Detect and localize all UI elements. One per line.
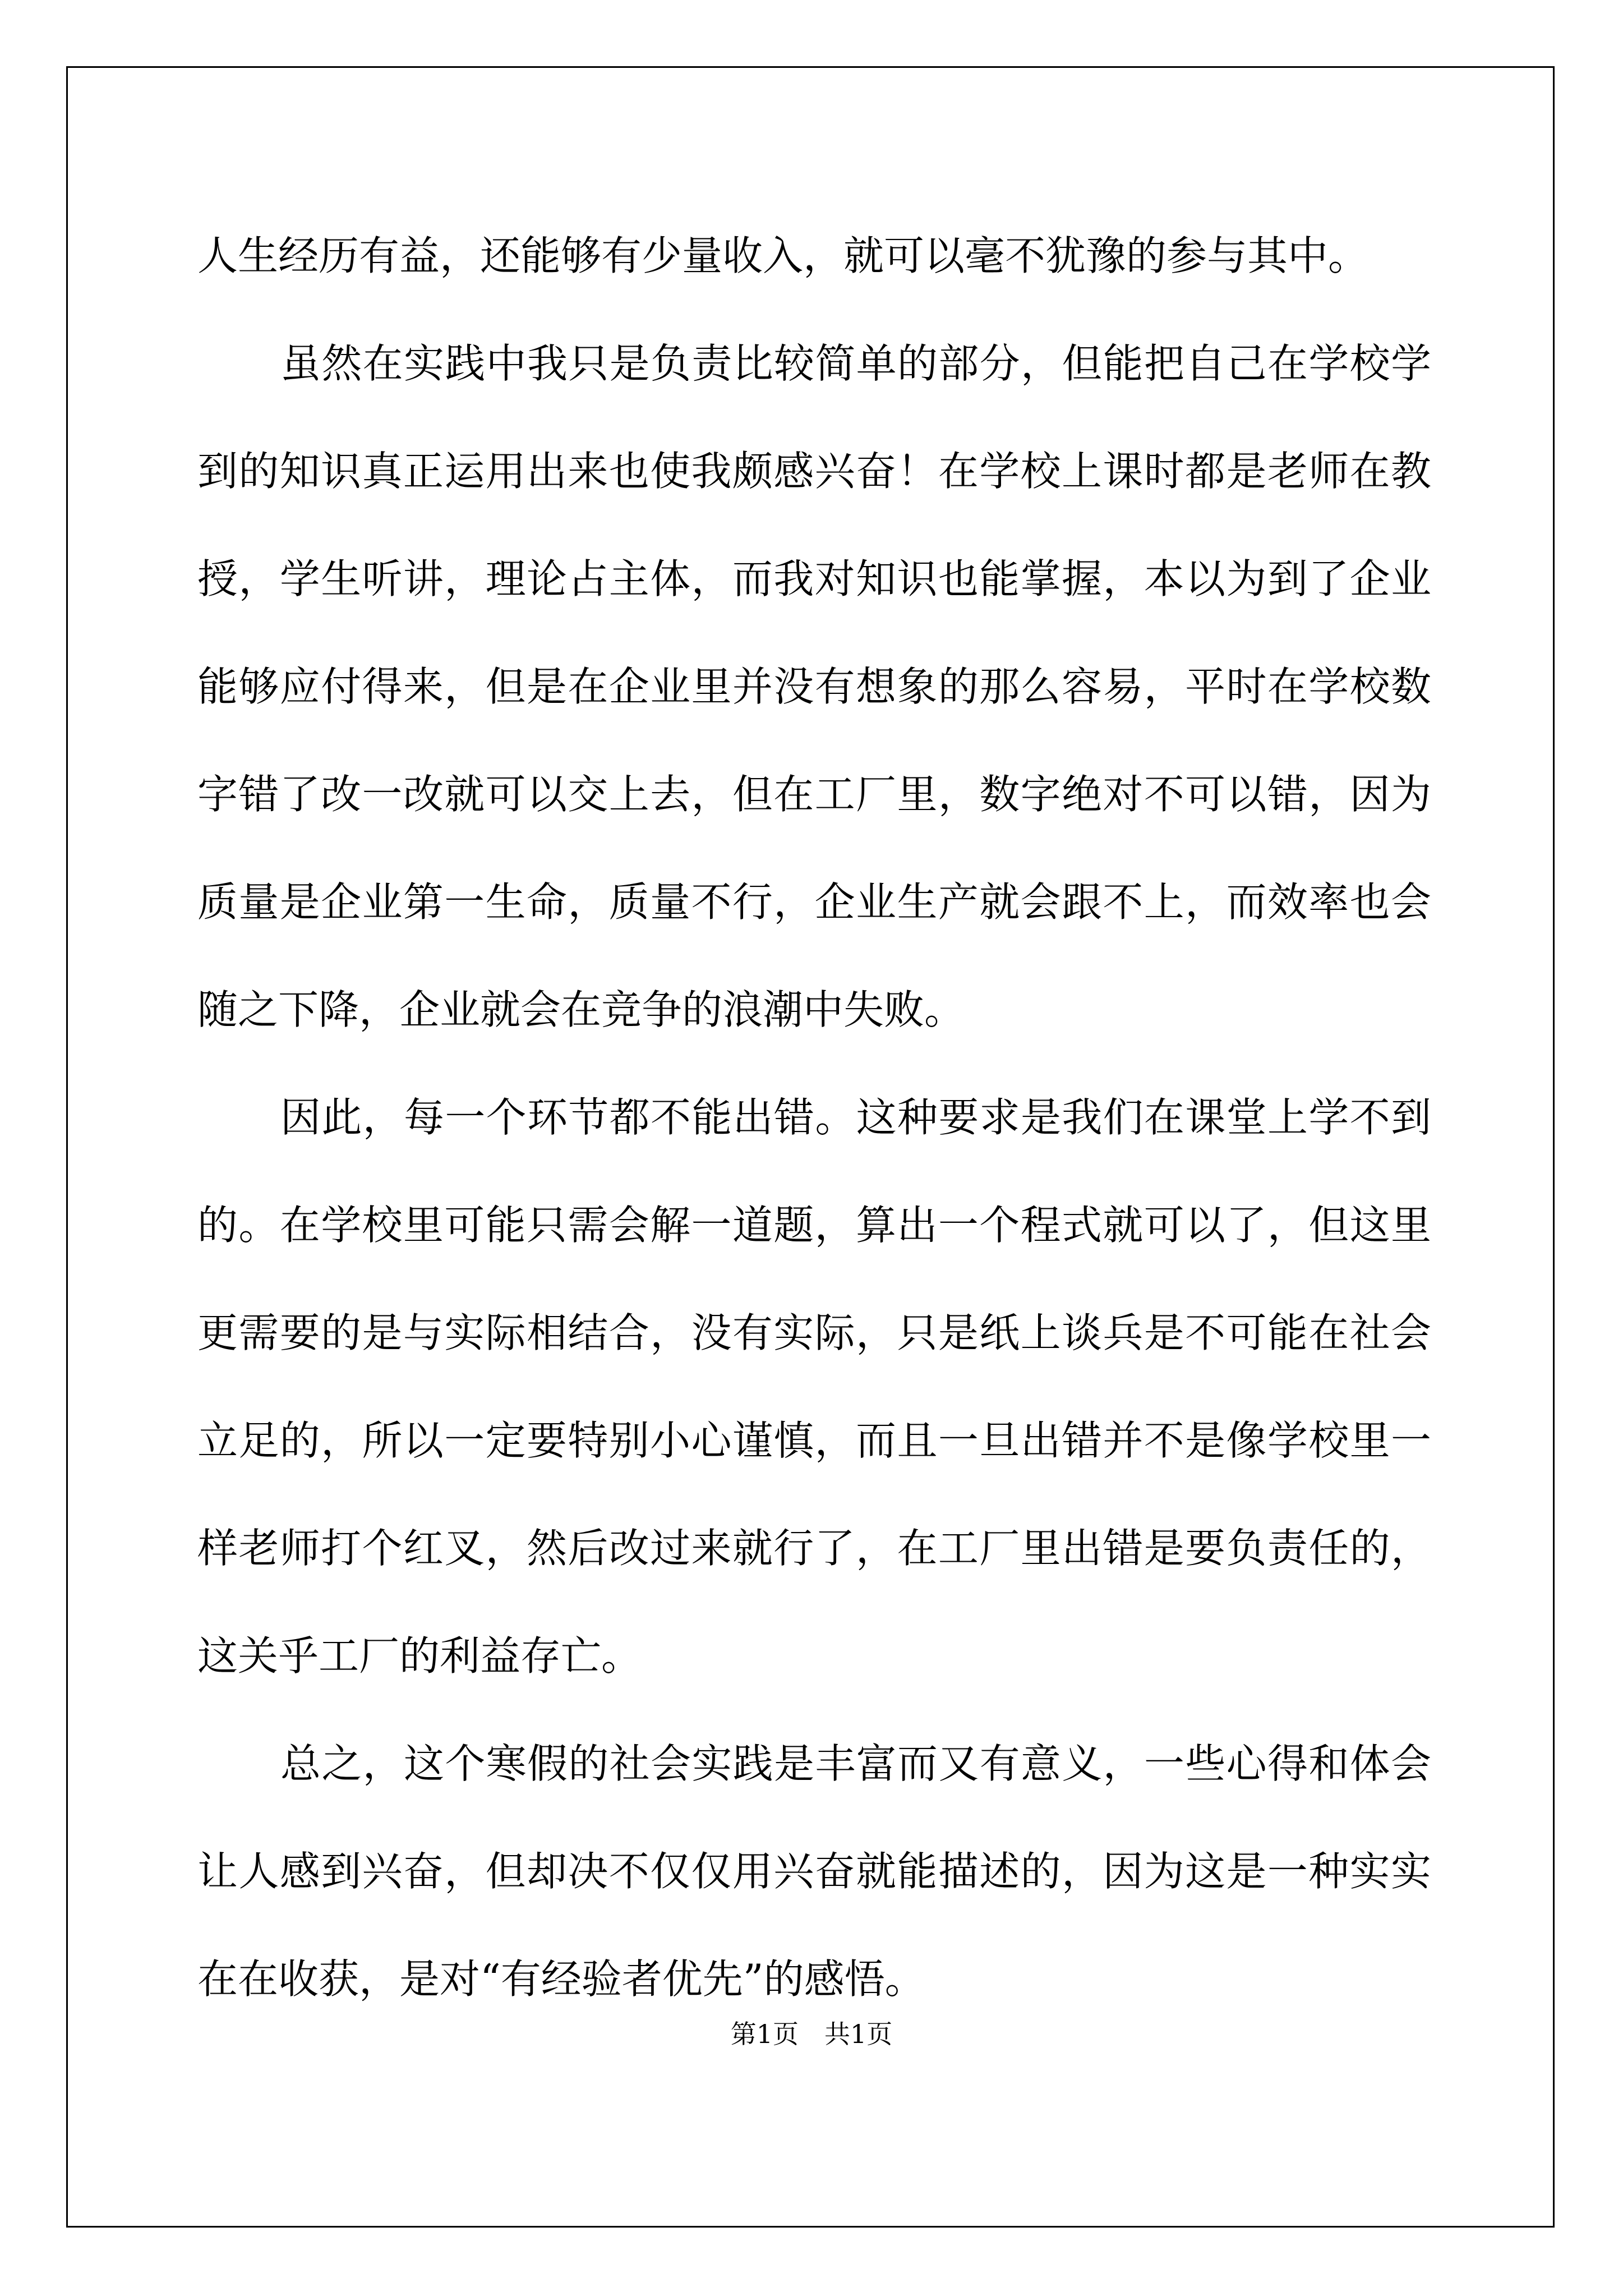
paragraph-4: 总之，这个寒假的社会实践是丰富而又有意义，一些心得和体会让人感到兴奋，但却决不仅仅用兴奋就能描述的，因为这是一种实实在在收获，是对“有经验者优先”的感悟。 <box>197 1740 1431 2003</box>
page-footer <box>0 2014 1623 2051</box>
document-body <box>197 202 1431 2033</box>
paragraph-1: 人生经历有益，还能够有少量收入，就可以毫不犹豫的参与其中。 <box>197 232 1369 279</box>
paragraph-2: 虽然在实践中我只是负责比较简单的部分，但能把自己在学校学到的知识真正运用出来也使我颇感兴奋！在学校上课时都是老师在教授，学生听讲，理论占主体，而我对知识也能掌握，本以为到了企业能够应付得来，但是在企业里并没有想象的那么容易，平时在学校数字错了改一改就可以交上去，但在工厂里，数字绝对不可以错，因为质量是企业第一生命，质量不行，企业生产就会跟不上，而效率也会随之下降，企业就会在竞争的浪潮中失败。 <box>197 340 1431 1033</box>
paragraph-3: 因此，每一个环节都不能出错。这种要求是我们在课堂上学不到的。在学校里可能只需会解一道题，算出一个程式就可以了，但这里更需要的是与实际相结合，没有实际，只是纸上谈兵是不可能在社会立足的，所以一定要特别小心谨慎，而且一旦出错并不是像学校里一样老师打个红叉，然后改过来就行了，在工厂里出错是要负责任的，这关乎工厂的利益存亡。 <box>197 1094 1431 1680</box>
page-number-total: 共1页 <box>824 2019 893 2049</box>
page-number-current: 第1页 <box>730 2019 799 2049</box>
